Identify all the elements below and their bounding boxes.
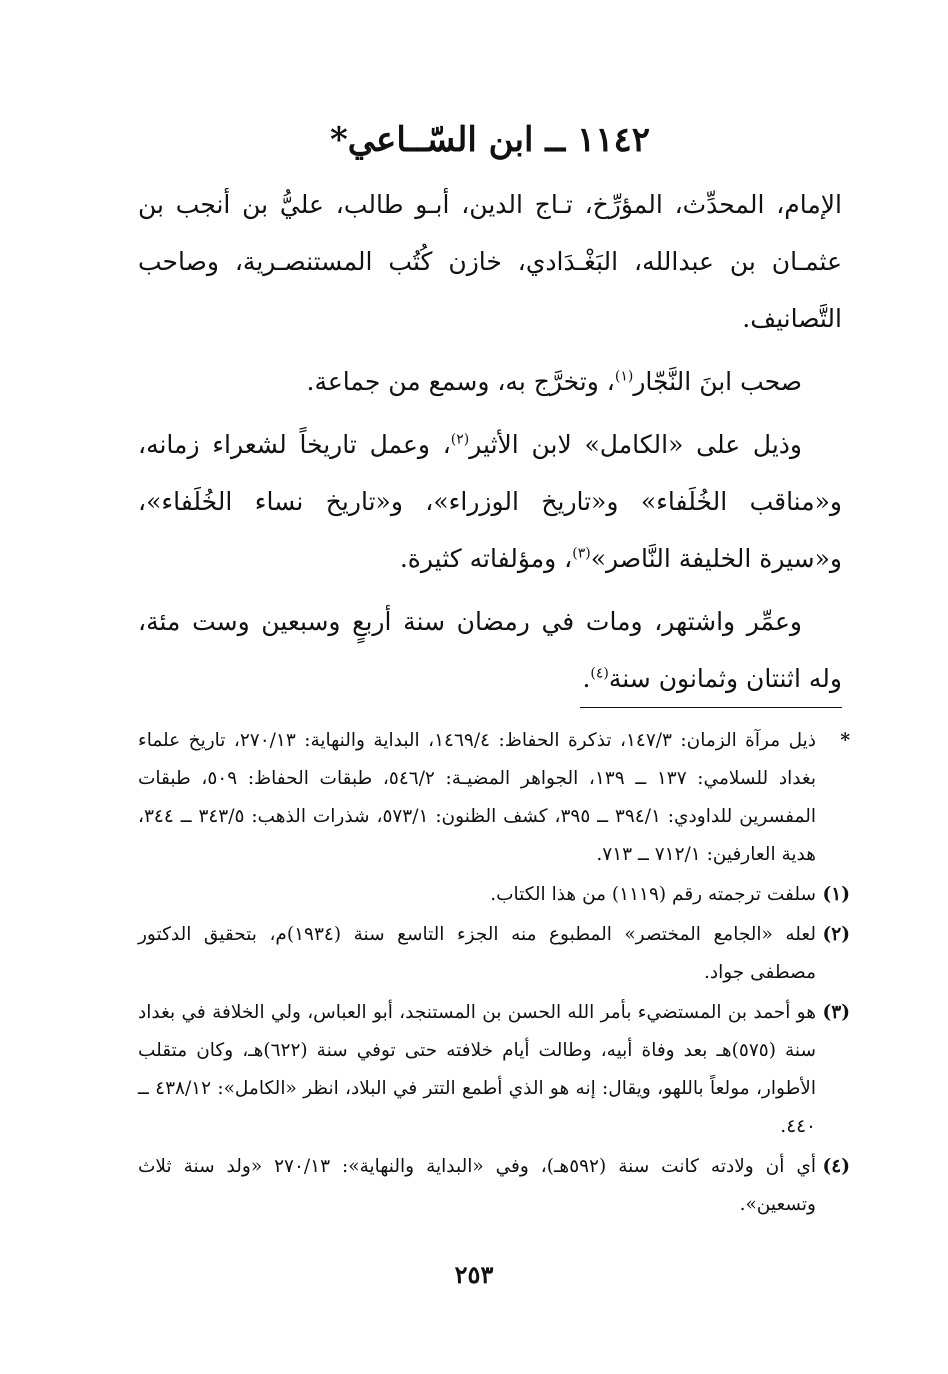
body-paragraph <box>138 353 842 410</box>
body-text-segment: صحب ابنَ النَّجّار <box>633 367 802 396</box>
body-paragraph: الإمام، المحدِّث، المؤرِّخ، تـاج الدين، أبـو طالب، عليُّ بن أنجب بن عثمـان بن عبدالله، البَغْـدَادي، خازن كُتُب المستنصـرية، وصاحب التَّصانيف. <box>138 190 842 333</box>
body-text-segment: وعمِّر واشتهر، ومات في رمضان سنة أربعٍ وسبعين وست مئة، وله اثنتان وثمانون سنة <box>138 607 842 693</box>
footnote <box>138 722 850 874</box>
footnote <box>138 1148 850 1224</box>
footnote-mark: (١) <box>822 884 850 905</box>
body-text-segment: ، ومؤلفاته كثيرة. <box>399 544 573 573</box>
footnote-ref: (٤) <box>590 665 609 682</box>
body-paragraph <box>138 593 842 707</box>
body-text-segment: وذيل على «الكامل» لابن الأثير <box>469 430 802 459</box>
entry-title: ١١٤٢ ــ ابن السّــاعي* <box>329 120 651 160</box>
body-text-segment: . <box>582 664 591 693</box>
footnote-text: لعله «الجامع المختصر» المطبوع منه الجزء التاسع سنة (١٩٣٤)م، بتحقيق الدكتور مصطفى جواد. <box>138 924 816 983</box>
page-number: ٢٥٣ <box>454 1260 494 1289</box>
footnote-mark: (٤) <box>822 1156 850 1177</box>
footnote-text: هو أحمد بن المستضيء بأمر الله الحسن بن المستنجد، أبو العباس، ولي الخلافة في بغداد سنة (٥٧٥)هـ بعد وفاة أبيه، وطالت أيام خلافته حتى توفي سنة (٦٢٢)هـ، وكان متقلب الأطوار، مولعاً باللهو، ويقال: إنه هو الذي أطمع التتر في البلاد، انظر «الكامل»: ٤٣٨/١٢ ــ ٤٤٠. <box>138 1002 816 1137</box>
footnote-text: ذيل مرآة الزمان: ١٤٧/٣، تذكرة الحفاظ: ١٤٦٩/٤، البداية والنهاية: ٢٧٠/١٣، تاريخ علماء بغداد للسلامي: ١٣٧ ــ ١٣٩، الجواهر المضيـة: ٥٤٦/٢، طبقات الحفاظ: ٥٠٩، طبقات المفسرين للداودي: ٣٩٤/١ ــ ٣٩٥، كشف الظنون: ٥٧٣/١، شذرات الذهب: ٣٤٣/٥ ــ ٣٤٤، هدية العارفين: ٧١٢/١ ــ ٧١٣. <box>138 730 816 865</box>
footnote-mark: (٢) <box>822 924 850 945</box>
body-paragraph <box>138 416 842 587</box>
body-text-segment: ، وتخرَّج به، وسمع من جماعة. <box>306 367 615 396</box>
footnote <box>138 876 850 914</box>
footnote-ref: (١) <box>614 368 634 385</box>
footnote-ref: (٣) <box>572 545 591 562</box>
footnote-mark: * <box>840 730 850 751</box>
footnote-text: سلفت ترجمته رقم (١١١٩) من هذا الكتاب. <box>490 884 816 905</box>
footnote <box>138 916 850 992</box>
footnote-mark: (٣) <box>822 1002 850 1023</box>
footnote-divider <box>580 707 842 708</box>
footnote-text: أي أن ولادته كانت سنة (٥٩٢هـ)، وفي «البداية والنهاية»: ٢٧٠/١٣ «ولد سنة ثلاث وتسعين». <box>138 1156 816 1215</box>
entry-body <box>138 176 842 713</box>
footnote-ref: (٢) <box>450 431 470 448</box>
footnote <box>138 994 850 1146</box>
body-text-segment: ، وعمل تاريخاً لشعراء زمانه، و«مناقب الخُلَفاء» و«تاريخ الوزراء»، و«تاريخ نساء الخُلَفاء»، و«سيرة الخليفة النَّاصر» <box>138 430 842 573</box>
footnotes <box>138 722 850 1226</box>
